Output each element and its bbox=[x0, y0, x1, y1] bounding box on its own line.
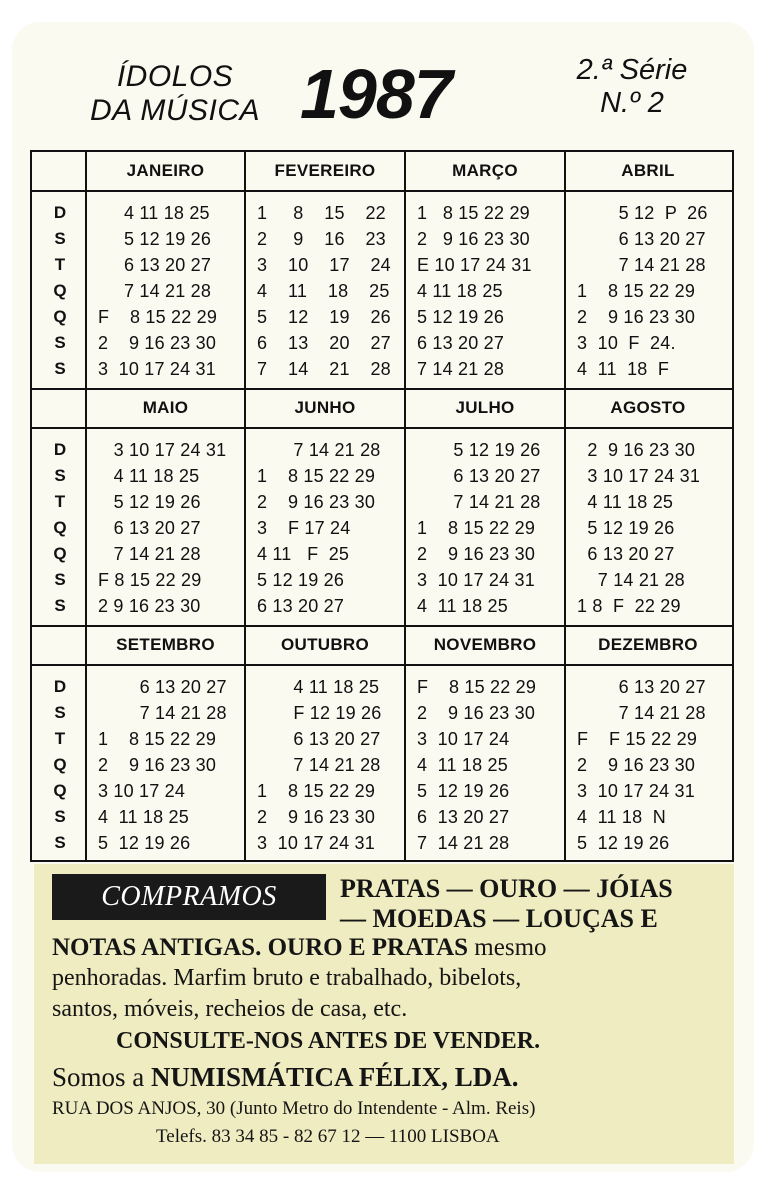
ad-line-4: penhoradas. Marfim bruto e trabalhado, bibelots, bbox=[52, 965, 522, 991]
month-name: SETEMBRO bbox=[116, 635, 215, 654]
month-week-row: 2 9 16 23 30 bbox=[257, 807, 376, 827]
month-week-row: 7 14 21 28 bbox=[98, 281, 212, 301]
ad-line-6: CONSULTE-NOS ANTES DE VENDER. bbox=[116, 1028, 541, 1054]
month-name: MAIO bbox=[142, 398, 189, 417]
month-week-row: 6 13 20 27 bbox=[417, 466, 541, 486]
month-week-row: 5 12 19 26 bbox=[577, 518, 675, 538]
day-label: S bbox=[54, 359, 66, 378]
ad-line-1: PRATAS — OURO — JÓIAS bbox=[340, 874, 673, 903]
month-week-row: 2 9 16 23 30 bbox=[98, 596, 201, 616]
month-week-row: 3 10 17 24 bbox=[417, 729, 510, 749]
day-label: Q bbox=[53, 307, 67, 326]
month-week-row: 7 14 21 28 bbox=[98, 544, 201, 564]
day-label: T bbox=[54, 255, 66, 274]
day-label: S bbox=[54, 466, 66, 485]
month-week-row: F 8 15 22 29 bbox=[98, 570, 202, 590]
month-week-row: 2 9 16 23 30 bbox=[98, 333, 217, 353]
month-week-row: 1 8 15 22 29 bbox=[417, 203, 530, 223]
month-week-row: 4 11 18 N bbox=[577, 807, 666, 827]
month-week-row: 7 14 21 28 bbox=[257, 359, 391, 379]
day-label: S bbox=[54, 229, 66, 248]
month-week-row: 6 13 20 27 bbox=[98, 518, 201, 538]
month-week-row: 2 9 16 23 30 bbox=[417, 703, 536, 723]
month-week-row: 3 10 17 24 bbox=[257, 255, 391, 275]
month-week-row: 4 11 18 25 bbox=[417, 755, 508, 775]
month-name: DEZEMBRO bbox=[598, 635, 698, 654]
day-label: Q bbox=[53, 781, 67, 800]
day-label: D bbox=[53, 677, 67, 696]
month-week-row: 4 11 18 25 bbox=[98, 203, 210, 223]
series bbox=[532, 54, 732, 120]
series-line-2: N.º 2 bbox=[600, 87, 664, 119]
year: 1987 bbox=[300, 55, 452, 133]
month-name: FEVEREIRO bbox=[274, 161, 376, 180]
month-week-row: 7 14 21 28 bbox=[577, 570, 685, 590]
month-week-row: 4 11 18 25 bbox=[257, 677, 380, 697]
month-week-row: 4 11 18 25 bbox=[417, 596, 508, 616]
month-week-row: 1 8 15 22 29 bbox=[257, 781, 376, 801]
month-week-row: 5 12 19 26 bbox=[417, 440, 541, 460]
month-week-row: F 8 15 22 29 bbox=[417, 677, 537, 697]
month-week-row: 3 10 17 24 31 bbox=[257, 833, 375, 853]
month-week-row: F 12 19 26 bbox=[257, 703, 382, 723]
month-week-row: 3 10 17 24 31 bbox=[417, 570, 535, 590]
month-week-row: 3 10 F 24. bbox=[577, 333, 676, 353]
day-label: S bbox=[54, 703, 66, 722]
day-label: Q bbox=[53, 281, 67, 300]
day-label: D bbox=[53, 203, 67, 222]
month-name: AGOSTO bbox=[610, 398, 686, 417]
month-week-row: 1 8 15 22 29 bbox=[98, 729, 217, 749]
month-week-row: 4 11 18 25 bbox=[98, 466, 200, 486]
ad-line-7-normal: Somos a bbox=[52, 1062, 152, 1092]
month-week-row: 1 8 15 22 29 bbox=[577, 281, 696, 301]
calendar-grid bbox=[30, 150, 734, 862]
month-week-row: 5 12 19 26 bbox=[257, 570, 345, 590]
month-week-row: 2 9 16 23 30 bbox=[577, 307, 696, 327]
month-name: JUNHO bbox=[294, 398, 356, 417]
day-label: Q bbox=[53, 755, 67, 774]
day-label: S bbox=[54, 807, 66, 826]
ad-line-7 bbox=[52, 1062, 519, 1093]
grid-header-divider bbox=[32, 190, 732, 192]
ad-line-5: santos, móveis, recheios de casa, etc. bbox=[52, 996, 408, 1022]
month-week-row: 4 11 18 25 bbox=[577, 492, 674, 512]
month-week-row: 3 10 17 24 31 bbox=[98, 440, 227, 460]
grid-vline bbox=[564, 152, 566, 860]
month-week-row: 7 14 21 28 bbox=[257, 755, 381, 775]
grid-vline bbox=[244, 152, 246, 860]
month-week-row: 3 F 17 24 bbox=[257, 518, 351, 538]
ad-line-9: Telefs. 83 34 85 - 82 67 12 — 1100 LISBOA bbox=[156, 1126, 500, 1147]
month-week-row: 5 12 19 26 bbox=[577, 833, 670, 853]
ad-line-3 bbox=[52, 934, 547, 962]
month-week-row: 5 12 19 26 bbox=[98, 492, 201, 512]
month-week-row: 6 13 20 27 bbox=[577, 229, 706, 249]
day-label: S bbox=[54, 333, 66, 352]
month-week-row: 5 12 19 26 bbox=[417, 307, 505, 327]
month-week-row: F 8 15 22 29 bbox=[98, 307, 218, 327]
ad-line-3-bold: NOTAS ANTIGAS. OURO E PRATAS bbox=[52, 934, 469, 961]
month-week-row: 2 9 16 23 30 bbox=[98, 755, 217, 775]
day-label: Q bbox=[53, 544, 67, 563]
series-line-1: 2.ª Série bbox=[576, 54, 688, 86]
ad-line-3-rest: mesmo bbox=[468, 934, 547, 961]
month-week-row: 1 8 F 22 29 bbox=[577, 596, 681, 616]
month-week-row: 6 13 20 27 bbox=[257, 333, 391, 353]
month-name: OUTUBRO bbox=[280, 635, 370, 654]
month-week-row: 1 8 15 22 bbox=[257, 203, 386, 223]
month-week-row: 7 14 21 28 bbox=[417, 833, 510, 853]
month-week-row: 2 9 16 23 30 bbox=[417, 544, 536, 564]
grid-header-divider bbox=[32, 664, 732, 666]
month-week-row: 7 14 21 28 bbox=[98, 703, 227, 723]
month-week-row: 4 11 F 25 bbox=[257, 544, 350, 564]
day-label: D bbox=[53, 440, 67, 459]
month-week-row: E 10 17 24 31 bbox=[417, 255, 532, 275]
month-week-row: 5 12 19 26 bbox=[98, 833, 191, 853]
ad-line-8: RUA DOS ANJOS, 30 (Junto Metro do Intendente - Alm. Reis) bbox=[52, 1098, 536, 1119]
month-week-row: 6 13 20 27 bbox=[98, 255, 212, 275]
month-week-row: 3 10 17 24 31 bbox=[577, 781, 695, 801]
banner-compramos: COMPRAMOS bbox=[52, 874, 326, 920]
day-label: S bbox=[54, 570, 66, 589]
month-week-row: 4 11 18 25 bbox=[417, 281, 503, 301]
month-week-row: 5 12 19 26 bbox=[417, 781, 510, 801]
month-name: NOVEMBRO bbox=[433, 635, 537, 654]
month-week-row: 6 13 20 27 bbox=[417, 807, 510, 827]
month-week-row: 6 13 20 27 bbox=[417, 333, 505, 353]
title-line-2: DA MÚSICA bbox=[89, 94, 261, 127]
month-week-row: 4 11 18 F bbox=[577, 359, 670, 379]
month-name: JANEIRO bbox=[126, 161, 205, 180]
month-name: MARÇO bbox=[452, 161, 518, 180]
advertisement bbox=[34, 864, 734, 1164]
month-week-row: 7 14 21 28 bbox=[577, 255, 706, 275]
day-label: Q bbox=[53, 518, 67, 537]
ad-line-2: — MOEDAS — LOUÇAS E bbox=[340, 904, 658, 933]
month-week-row: 1 8 15 22 29 bbox=[257, 466, 376, 486]
month-name: JULHO bbox=[455, 398, 515, 417]
day-label: S bbox=[54, 833, 66, 852]
month-week-row: 6 13 20 27 bbox=[98, 677, 227, 697]
month-week-row: 2 9 16 23 30 bbox=[417, 229, 530, 249]
day-label: T bbox=[54, 729, 66, 748]
month-week-row: 5 12 19 26 bbox=[98, 229, 212, 249]
grid-header-divider bbox=[32, 427, 732, 429]
calendar-card bbox=[12, 22, 754, 1172]
day-label: S bbox=[54, 596, 66, 615]
month-week-row: 6 13 20 27 bbox=[257, 729, 381, 749]
month-week-row: 5 12 19 26 bbox=[257, 307, 391, 327]
month-week-row: 1 8 15 22 29 bbox=[417, 518, 536, 538]
title-line-1: ÍDOLOS bbox=[116, 60, 234, 93]
title bbox=[70, 60, 280, 128]
month-week-row: 6 13 20 27 bbox=[577, 677, 706, 697]
month-week-row: F F 15 22 29 bbox=[577, 729, 698, 749]
month-week-row: 7 14 21 28 bbox=[577, 703, 706, 723]
month-week-row: 3 10 17 24 31 bbox=[577, 466, 701, 486]
grid-vline bbox=[404, 152, 406, 860]
month-week-row: 6 13 20 27 bbox=[257, 596, 345, 616]
month-week-row: 4 11 18 25 bbox=[98, 807, 189, 827]
month-week-row: 2 9 16 23 bbox=[257, 229, 386, 249]
month-week-row: 2 9 16 23 30 bbox=[577, 440, 696, 460]
month-name: ABRIL bbox=[621, 161, 675, 180]
month-week-row: 3 10 17 24 31 bbox=[98, 359, 216, 379]
month-week-row: 7 14 21 28 bbox=[257, 440, 381, 460]
day-label: T bbox=[54, 492, 66, 511]
month-week-row: 6 13 20 27 bbox=[577, 544, 675, 564]
month-week-row: 7 14 21 28 bbox=[417, 359, 505, 379]
month-week-row: 2 9 16 23 30 bbox=[257, 492, 376, 512]
month-week-row: 4 11 18 25 bbox=[257, 281, 390, 301]
month-week-row: 2 9 16 23 30 bbox=[577, 755, 696, 775]
month-week-row: 5 12 P 26 bbox=[577, 203, 708, 223]
month-week-row: 7 14 21 28 bbox=[417, 492, 541, 512]
ad-line-7-bold: NUMISMÁTICA FÉLIX, LDA. bbox=[151, 1062, 519, 1092]
month-week-row: 3 10 17 24 bbox=[98, 781, 186, 801]
